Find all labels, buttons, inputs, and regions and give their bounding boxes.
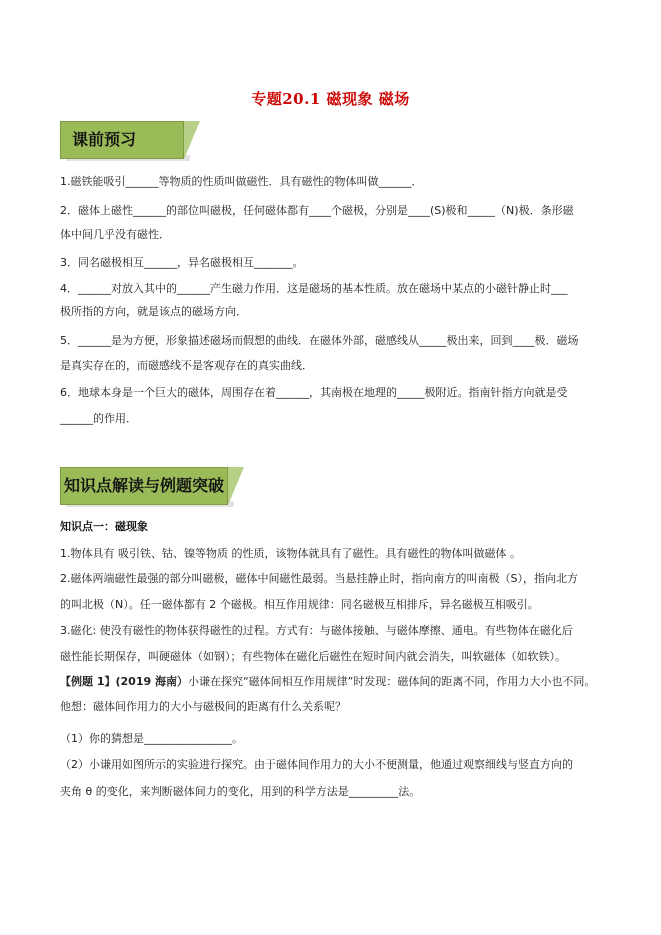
section-banner-knowledge: [60, 467, 250, 505]
preview-line-10: ______的作用．: [60, 412, 137, 425]
example-line-2: 他想：磁体间作用力的大小与磁极间的距离有什么关系呢？: [60, 700, 346, 713]
preview-line-8: 是真实存在的，而磁感线不是客观存在的真实曲线．: [60, 359, 313, 372]
preview-line-1: 1.磁铁能吸引______等物质的性质叫做磁性．具有磁性的物体叫做______．: [60, 175, 423, 188]
knowledge-line-3: 的叫北极（N）。任一磁体都有 2 个磁极。相互作用规律：同名磁极互相排斥，异名磁极互相吸引。: [60, 598, 539, 611]
preview-line-5: 4．______对放入其中的______产生磁力作用．这是磁场的基本性质。放在磁场中某点的小磁针静止时___: [60, 282, 568, 295]
example-line-5: 夹角 θ 的变化，来判断磁体间力的变化，用到的科学方法是_________法。: [60, 785, 421, 798]
example-line-1: [60, 672, 608, 691]
preview-line-4: 3．同名磁极相互______，异名磁极相互_______。: [60, 256, 304, 269]
example-line-3: （1）你的猜想是________________。: [60, 732, 243, 745]
preview-line-6: 极所指的方向，就是该点的磁场方向．: [60, 305, 247, 318]
knowledge-point-heading: 知识点一：磁现象: [60, 520, 148, 533]
preview-line-7: 5．______是为方便，形象描述磁场而假想的曲线．在磁体外部，磁感线从_____极出来，回到____极．磁场: [60, 334, 579, 347]
section-heading-knowledge: 知识点解读与例题突破: [64, 476, 225, 495]
knowledge-line-5: 磁性能长期保存，叫硬磁体（如钢）；有些物体在磁化后磁性在短时间内就会消失，叫软磁体（如软铁）。: [60, 650, 566, 663]
example-line-4: （2）小谦用如图所示的实验进行探究。由于磁体间作用力的大小不便测量，他通过观察细线与竖直方向的: [60, 758, 573, 771]
knowledge-line-1: 1.物体具有 吸引铁、钴、镍等物质 的性质，该物体就具有了磁性。具有磁性的物体叫做磁体 。: [60, 547, 521, 560]
section-heading-preview: 课前预习: [72, 130, 137, 149]
page-title: 专题20.1 磁现象 磁场: [251, 90, 410, 108]
preview-line-3: 体中间几乎没有磁性．: [60, 228, 170, 241]
preview-line-2: 2．磁体上磁性______的部位叫磁极，任何磁体都有____个磁极，分别是____(S)极和_____（N)极．条形磁: [60, 204, 574, 217]
knowledge-line-2: 2.磁体两端磁性最强的部分叫磁极，磁体中间磁性最弱。当悬挂静止时，指向南方的叫南极（S），指向北方: [60, 572, 578, 585]
section-banner-preview: [60, 121, 200, 159]
knowledge-line-4: 3.磁化: 使没有磁性的物体获得磁性的过程。方式有：与磁体接触、与磁体摩擦、通电。有些物体在磁化后: [60, 624, 573, 637]
example-text-1: 小谦在探究“磁体间相互作用规律”时发现：磁体间的距离不同，作用力大小也不同。: [187, 675, 596, 688]
example-tag: 【例题 1】(2019 海南）: [60, 675, 188, 688]
preview-line-9: 6．地球本身是一个巨大的磁体，周围存在着______，其南极在地理的_____极附近。指南针指方向就是受: [60, 386, 568, 399]
